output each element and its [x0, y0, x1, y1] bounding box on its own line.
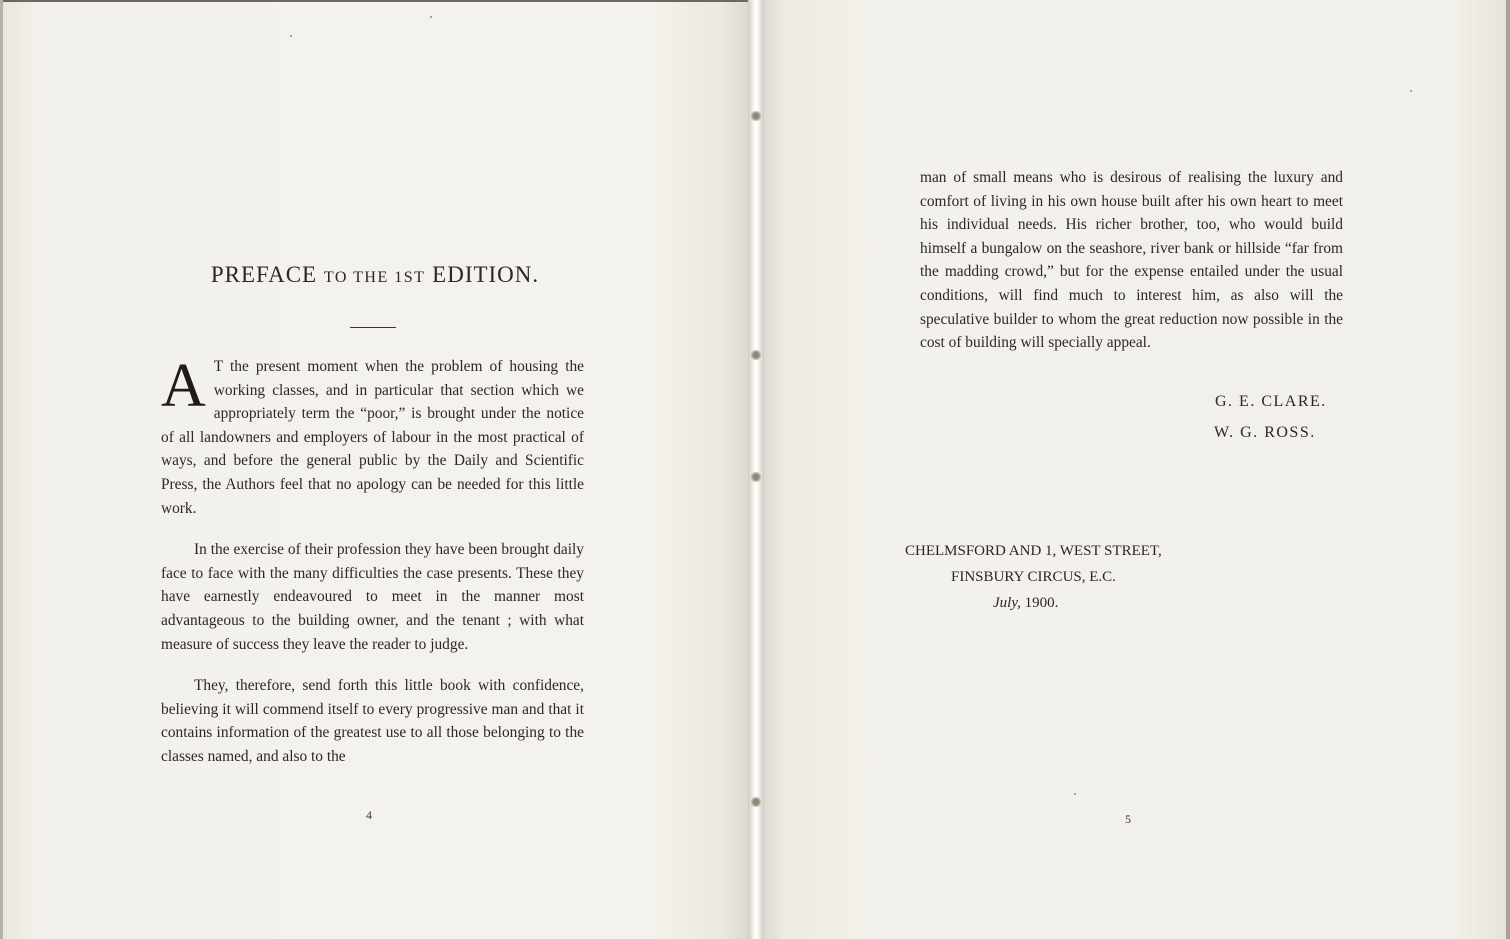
address-line: FINSBURY CIRCUS, E.C. — [951, 569, 1116, 585]
binding-stitch — [749, 111, 763, 121]
right-page-body — [920, 166, 1343, 355]
paragraph: man of small means who is desirous of realising the luxury and comfort of living in his own house built after his own heart to meet his individual needs. His richer brother, too, who would build himself a bungalow on the seashore, river bank or hillside “far from the madding crowd,” but for the expense entailed under the usual conditions, will find much to interest him, as also will the speculative builder to whom the great reduction now possible in the cost of building will specially appeal. — [920, 169, 1343, 352]
drop-cap: A — [161, 352, 206, 420]
paragraph — [161, 352, 584, 520]
address-block — [905, 538, 1175, 616]
page-edge-line — [1506, 0, 1510, 939]
signature-ross: W. G. ROSS. — [1214, 424, 1316, 441]
paper-speck — [1410, 90, 1412, 92]
date-line — [905, 590, 1175, 616]
page-number-left: 4 — [366, 808, 372, 822]
paper-speck — [1074, 793, 1076, 795]
paragraph: They, therefore, send forth this little book with confidence, believing it will commend itself to every progressive man and that it contains information of the greatest use to all those belonging to the classes named, and also to the — [161, 677, 584, 765]
paper-speck — [430, 16, 432, 18]
date-month: July, — [993, 595, 1021, 611]
title-main: PREFACE — [210, 262, 318, 287]
address-line: CHELMSFORD AND 1, WEST STREET, — [905, 543, 1162, 559]
left-page-body — [161, 352, 584, 787]
paragraph-text: T the present moment when the problem of housing the working classes, and in particular that section which we appropriately term the “poor,” is brought under the notice of all landowners and employers of labour in the most practical of ways, and before the general public by the Daily and Scientific Press, the Authors feel that no apology can be needed for this little work. — [161, 358, 584, 517]
binding-stitch — [749, 472, 763, 482]
page-number-right: 5 — [1125, 812, 1131, 826]
title-divider — [350, 327, 396, 328]
page-edge-line — [0, 0, 756, 2]
paragraph: In the exercise of their profession they have been brought daily face to face with the many difficulties the case presents. These they have earnestly endeavoured to meet in the manner most advantageous to the building owner, and the tenant ; with what measure of success they leave the reader to judge. — [161, 541, 584, 653]
date-year: 1900. — [1024, 595, 1059, 611]
binding-stitch — [749, 350, 763, 360]
paper-speck — [290, 35, 292, 37]
signature-clare: G. E. CLARE. — [1215, 393, 1327, 410]
right-page — [756, 0, 1510, 939]
binding-stitch — [749, 797, 763, 807]
preface-title — [160, 262, 590, 288]
title-end: EDITION. — [432, 262, 540, 287]
title-small-caps: TO THE 1ST — [323, 269, 426, 286]
page-edge-line — [0, 0, 3, 939]
